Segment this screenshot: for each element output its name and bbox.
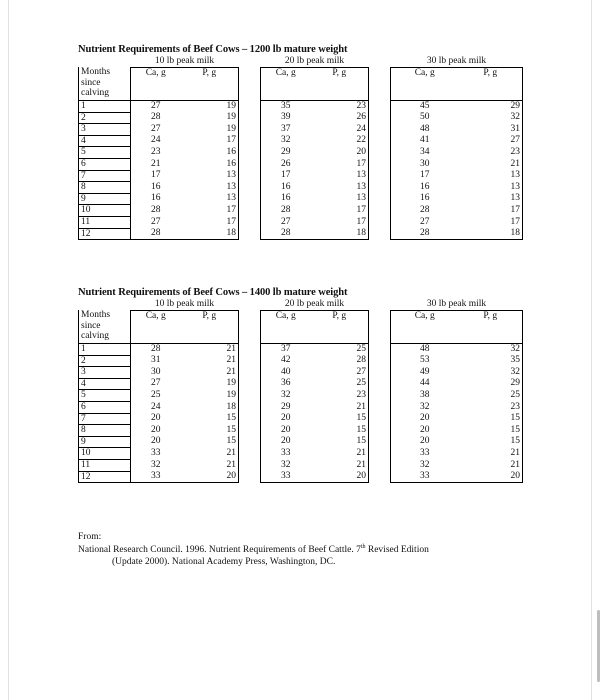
column-gap bbox=[239, 344, 261, 356]
p-value-cell: 23 bbox=[459, 147, 523, 159]
column-gap bbox=[239, 471, 261, 483]
group-header-row bbox=[79, 56, 523, 67]
months-header bbox=[79, 67, 131, 101]
month-cell: 10 bbox=[79, 448, 131, 460]
ca-value-cell: 20 bbox=[391, 425, 459, 437]
column-gap bbox=[239, 310, 261, 344]
table-section-1200lb bbox=[78, 44, 522, 240]
table-row bbox=[79, 436, 523, 448]
column-gap bbox=[369, 159, 391, 171]
ca-header: Ca, g bbox=[131, 67, 181, 101]
p-value-cell: 13 bbox=[311, 193, 369, 205]
p-value-cell: 32 bbox=[459, 367, 523, 379]
header-gap bbox=[369, 299, 391, 310]
table-row bbox=[79, 101, 523, 113]
column-gap bbox=[369, 170, 391, 182]
ca-value-cell: 28 bbox=[261, 228, 311, 240]
ca-value-cell: 32 bbox=[261, 390, 311, 402]
ca-value-cell: 29 bbox=[261, 402, 311, 414]
ca-value-cell: 39 bbox=[261, 112, 311, 124]
column-gap bbox=[369, 124, 391, 136]
ca-header: Ca, g bbox=[131, 310, 181, 344]
table-row bbox=[79, 344, 523, 356]
column-gap bbox=[369, 310, 391, 344]
ca-value-cell: 48 bbox=[391, 344, 459, 356]
p-value-cell: 21 bbox=[181, 355, 239, 367]
months-header-line: since bbox=[81, 320, 101, 331]
column-gap bbox=[239, 460, 261, 472]
ca-value-cell: 28 bbox=[131, 205, 181, 217]
p-value-cell: 19 bbox=[181, 112, 239, 124]
p-value-cell: 25 bbox=[459, 390, 523, 402]
ca-value-cell: 27 bbox=[131, 217, 181, 229]
months-header-line: since bbox=[81, 77, 101, 88]
ca-value-cell: 17 bbox=[131, 170, 181, 182]
p-value-cell: 27 bbox=[311, 367, 369, 379]
ca-value-cell: 27 bbox=[261, 217, 311, 229]
ca-value-cell: 28 bbox=[131, 344, 181, 356]
group-header-20lb: 20 lb peak milk bbox=[261, 56, 369, 67]
ca-value-cell: 16 bbox=[261, 193, 311, 205]
month-cell: 11 bbox=[79, 460, 131, 472]
ca-value-cell: 20 bbox=[131, 413, 181, 425]
month-cell: 9 bbox=[79, 193, 131, 205]
p-value-cell: 21 bbox=[311, 448, 369, 460]
p-value-cell: 21 bbox=[459, 159, 523, 171]
p-value-cell: 15 bbox=[459, 413, 523, 425]
ca-value-cell: 26 bbox=[261, 159, 311, 171]
p-value-cell: 13 bbox=[181, 193, 239, 205]
ca-value-cell: 16 bbox=[391, 182, 459, 194]
ca-value-cell: 32 bbox=[391, 460, 459, 472]
p-value-cell: 19 bbox=[181, 101, 239, 113]
month-cell: 8 bbox=[79, 182, 131, 194]
ca-value-cell: 20 bbox=[391, 413, 459, 425]
column-gap bbox=[239, 378, 261, 390]
column-gap bbox=[369, 402, 391, 414]
ca-value-cell: 36 bbox=[261, 378, 311, 390]
column-gap bbox=[239, 159, 261, 171]
ca-header: Ca, g bbox=[391, 310, 459, 344]
table-row bbox=[79, 448, 523, 460]
month-cell: 12 bbox=[79, 471, 131, 483]
month-cell: 6 bbox=[79, 159, 131, 171]
ca-value-cell: 28 bbox=[391, 228, 459, 240]
p-value-cell: 21 bbox=[311, 460, 369, 472]
column-gap bbox=[239, 448, 261, 460]
column-gap bbox=[239, 182, 261, 194]
column-gap bbox=[239, 436, 261, 448]
header-blank bbox=[79, 299, 131, 310]
ca-value-cell: 20 bbox=[391, 436, 459, 448]
ca-value-cell: 28 bbox=[131, 228, 181, 240]
months-header-line: calving bbox=[81, 88, 109, 99]
p-value-cell: 15 bbox=[181, 413, 239, 425]
p-value-cell: 15 bbox=[311, 436, 369, 448]
p-value-cell: 19 bbox=[181, 390, 239, 402]
table-row bbox=[79, 193, 523, 205]
p-value-cell: 21 bbox=[181, 460, 239, 472]
ca-value-cell: 17 bbox=[391, 170, 459, 182]
ca-value-cell: 48 bbox=[391, 124, 459, 136]
ca-value-cell: 20 bbox=[131, 425, 181, 437]
p-value-cell: 29 bbox=[459, 378, 523, 390]
p-value-cell: 17 bbox=[311, 159, 369, 171]
group-header-30lb: 30 lb peak milk bbox=[391, 299, 523, 310]
p-value-cell: 16 bbox=[181, 159, 239, 171]
ca-value-cell: 16 bbox=[261, 182, 311, 194]
source-line-1 bbox=[78, 544, 528, 557]
p-value-cell: 25 bbox=[311, 344, 369, 356]
ca-value-cell: 27 bbox=[131, 378, 181, 390]
p-value-cell: 27 bbox=[459, 135, 523, 147]
table-title: Nutrient Requirements of Beef Cows – 1400 lb mature weight bbox=[78, 287, 348, 298]
column-gap bbox=[239, 135, 261, 147]
ca-value-cell: 30 bbox=[391, 159, 459, 171]
table-row bbox=[79, 413, 523, 425]
column-gap bbox=[369, 425, 391, 437]
column-gap bbox=[239, 425, 261, 437]
group-header-10lb: 10 lb peak milk bbox=[131, 56, 239, 67]
column-gap bbox=[369, 367, 391, 379]
source-line-2: (Update 2000). National Academy Press, Washington, DC. bbox=[112, 557, 336, 567]
month-cell: 2 bbox=[79, 112, 131, 124]
p-value-cell: 32 bbox=[459, 112, 523, 124]
ca-value-cell: 34 bbox=[391, 147, 459, 159]
ca-value-cell: 31 bbox=[131, 355, 181, 367]
p-value-cell: 21 bbox=[181, 367, 239, 379]
column-gap bbox=[369, 101, 391, 113]
p-value-cell: 17 bbox=[459, 205, 523, 217]
month-cell: 2 bbox=[79, 355, 131, 367]
ca-value-cell: 42 bbox=[261, 355, 311, 367]
group-header-row bbox=[79, 299, 523, 310]
table-row bbox=[79, 170, 523, 182]
ca-value-cell: 33 bbox=[131, 471, 181, 483]
column-gap bbox=[369, 413, 391, 425]
column-gap bbox=[369, 355, 391, 367]
column-header-row bbox=[79, 67, 523, 101]
source-line-1-text: National Research Council. 1996. Nutrient Requirements of Beef Cattle. 7 bbox=[78, 544, 361, 555]
column-gap bbox=[369, 378, 391, 390]
column-gap bbox=[369, 448, 391, 460]
month-cell: 12 bbox=[79, 228, 131, 240]
ca-value-cell: 27 bbox=[131, 124, 181, 136]
p-value-cell: 18 bbox=[181, 402, 239, 414]
p-value-cell: 31 bbox=[459, 124, 523, 136]
table-row bbox=[79, 355, 523, 367]
header-gap bbox=[239, 299, 261, 310]
ca-value-cell: 23 bbox=[131, 147, 181, 159]
column-gap bbox=[239, 228, 261, 240]
p-value-cell: 19 bbox=[181, 124, 239, 136]
months-header-line: Months bbox=[81, 310, 111, 321]
ca-value-cell: 20 bbox=[261, 436, 311, 448]
ca-value-cell: 17 bbox=[261, 170, 311, 182]
p-value-cell: 26 bbox=[311, 112, 369, 124]
month-cell: 5 bbox=[79, 390, 131, 402]
ca-value-cell: 29 bbox=[261, 147, 311, 159]
ca-value-cell: 33 bbox=[391, 448, 459, 460]
ca-value-cell: 21 bbox=[131, 159, 181, 171]
column-gap bbox=[369, 344, 391, 356]
table-row bbox=[79, 228, 523, 240]
p-value-cell: 21 bbox=[311, 402, 369, 414]
p-value-cell: 17 bbox=[181, 217, 239, 229]
p-value-cell: 24 bbox=[311, 124, 369, 136]
p-value-cell: 13 bbox=[459, 170, 523, 182]
table-row bbox=[79, 402, 523, 414]
column-gap bbox=[239, 101, 261, 113]
month-cell: 3 bbox=[79, 124, 131, 136]
months-header bbox=[79, 310, 131, 344]
ca-value-cell: 20 bbox=[261, 425, 311, 437]
month-cell: 6 bbox=[79, 402, 131, 414]
p-value-cell: 23 bbox=[311, 101, 369, 113]
column-gap bbox=[369, 182, 391, 194]
ca-value-cell: 30 bbox=[131, 367, 181, 379]
table-row bbox=[79, 390, 523, 402]
p-value-cell: 15 bbox=[459, 436, 523, 448]
column-gap bbox=[239, 170, 261, 182]
p-header: P, g bbox=[181, 67, 239, 101]
p-value-cell: 17 bbox=[459, 217, 523, 229]
p-value-cell: 17 bbox=[181, 205, 239, 217]
ca-value-cell: 44 bbox=[391, 378, 459, 390]
p-header: P, g bbox=[459, 67, 523, 101]
column-gap bbox=[239, 147, 261, 159]
column-gap bbox=[239, 112, 261, 124]
ca-value-cell: 50 bbox=[391, 112, 459, 124]
p-value-cell: 32 bbox=[459, 344, 523, 356]
ca-value-cell: 32 bbox=[261, 135, 311, 147]
ca-value-cell: 33 bbox=[261, 448, 311, 460]
ca-value-cell: 33 bbox=[131, 448, 181, 460]
ca-value-cell: 32 bbox=[131, 460, 181, 472]
p-value-cell: 21 bbox=[181, 344, 239, 356]
table-row bbox=[79, 425, 523, 437]
nutrient-table-1200lb bbox=[78, 56, 523, 240]
column-gap bbox=[369, 193, 391, 205]
column-gap bbox=[239, 67, 261, 101]
p-value-cell: 18 bbox=[311, 228, 369, 240]
p-value-cell: 13 bbox=[311, 170, 369, 182]
table-row bbox=[79, 217, 523, 229]
ca-value-cell: 40 bbox=[261, 367, 311, 379]
p-value-cell: 20 bbox=[311, 471, 369, 483]
ca-value-cell: 16 bbox=[131, 193, 181, 205]
table-row bbox=[79, 135, 523, 147]
column-gap bbox=[239, 193, 261, 205]
column-gap bbox=[369, 390, 391, 402]
group-header-10lb: 10 lb peak milk bbox=[131, 299, 239, 310]
ca-value-cell: 49 bbox=[391, 367, 459, 379]
header-gap bbox=[239, 56, 261, 67]
ca-value-cell: 45 bbox=[391, 101, 459, 113]
ca-value-cell: 20 bbox=[261, 413, 311, 425]
p-value-cell: 17 bbox=[311, 205, 369, 217]
p-value-cell: 20 bbox=[181, 471, 239, 483]
p-value-cell: 17 bbox=[311, 217, 369, 229]
column-gap bbox=[369, 228, 391, 240]
table-row bbox=[79, 471, 523, 483]
month-cell: 3 bbox=[79, 367, 131, 379]
table-row bbox=[79, 367, 523, 379]
ca-value-cell: 16 bbox=[131, 182, 181, 194]
p-value-cell: 28 bbox=[311, 355, 369, 367]
table-row bbox=[79, 112, 523, 124]
month-cell: 11 bbox=[79, 217, 131, 229]
p-value-cell: 21 bbox=[181, 448, 239, 460]
p-value-cell: 29 bbox=[459, 101, 523, 113]
column-gap bbox=[239, 402, 261, 414]
ca-value-cell: 25 bbox=[131, 390, 181, 402]
p-value-cell: 15 bbox=[459, 425, 523, 437]
p-value-cell: 15 bbox=[311, 425, 369, 437]
month-cell: 4 bbox=[79, 135, 131, 147]
ca-value-cell: 27 bbox=[131, 101, 181, 113]
p-value-cell: 25 bbox=[311, 378, 369, 390]
months-header-line: calving bbox=[81, 331, 109, 342]
column-gap bbox=[239, 390, 261, 402]
p-value-cell: 13 bbox=[459, 182, 523, 194]
source-superscript: th bbox=[360, 543, 366, 550]
month-cell: 5 bbox=[79, 147, 131, 159]
month-cell: 1 bbox=[79, 101, 131, 113]
ca-value-cell: 33 bbox=[391, 471, 459, 483]
ca-value-cell: 37 bbox=[261, 344, 311, 356]
month-cell: 7 bbox=[79, 413, 131, 425]
column-gap bbox=[369, 205, 391, 217]
column-gap bbox=[239, 205, 261, 217]
table-row bbox=[79, 124, 523, 136]
p-value-cell: 22 bbox=[311, 135, 369, 147]
source-line-1-end: Revised Edition bbox=[365, 544, 429, 555]
column-gap bbox=[239, 217, 261, 229]
ca-value-cell: 20 bbox=[131, 436, 181, 448]
scrollbar-thumb[interactable] bbox=[597, 610, 600, 682]
p-value-cell: 18 bbox=[459, 228, 523, 240]
month-cell: 7 bbox=[79, 170, 131, 182]
month-cell: 8 bbox=[79, 425, 131, 437]
column-gap bbox=[369, 67, 391, 101]
p-value-cell: 15 bbox=[311, 413, 369, 425]
table-row bbox=[79, 378, 523, 390]
ca-header: Ca, g bbox=[261, 310, 311, 344]
column-gap bbox=[239, 355, 261, 367]
source-label: From: bbox=[78, 532, 102, 542]
p-value-cell: 15 bbox=[181, 436, 239, 448]
group-header-20lb: 20 lb peak milk bbox=[261, 299, 369, 310]
month-cell: 4 bbox=[79, 378, 131, 390]
column-gap bbox=[369, 112, 391, 124]
ca-value-cell: 53 bbox=[391, 355, 459, 367]
column-gap bbox=[369, 436, 391, 448]
table-title: Nutrient Requirements of Beef Cows – 1200 lb mature weight bbox=[78, 44, 348, 55]
source-citation bbox=[78, 531, 528, 569]
p-header: P, g bbox=[181, 310, 239, 344]
p-header: P, g bbox=[311, 310, 369, 344]
p-header: P, g bbox=[311, 67, 369, 101]
ca-value-cell: 33 bbox=[261, 471, 311, 483]
p-value-cell: 20 bbox=[459, 471, 523, 483]
p-value-cell: 35 bbox=[459, 355, 523, 367]
column-gap bbox=[239, 124, 261, 136]
column-gap bbox=[239, 413, 261, 425]
p-value-cell: 15 bbox=[181, 425, 239, 437]
ca-value-cell: 37 bbox=[261, 124, 311, 136]
ca-header: Ca, g bbox=[261, 67, 311, 101]
group-header-30lb: 30 lb peak milk bbox=[391, 56, 523, 67]
column-header-row bbox=[79, 310, 523, 344]
p-value-cell: 21 bbox=[459, 448, 523, 460]
table-row bbox=[79, 460, 523, 472]
ca-value-cell: 28 bbox=[131, 112, 181, 124]
ca-value-cell: 32 bbox=[391, 402, 459, 414]
ca-value-cell: 24 bbox=[131, 402, 181, 414]
p-header: P, g bbox=[459, 310, 523, 344]
table-row bbox=[79, 205, 523, 217]
table-row bbox=[79, 147, 523, 159]
p-value-cell: 16 bbox=[181, 147, 239, 159]
months-header-line: Months bbox=[81, 67, 111, 78]
p-value-cell: 13 bbox=[181, 170, 239, 182]
column-gap bbox=[369, 135, 391, 147]
p-value-cell: 13 bbox=[459, 193, 523, 205]
header-gap bbox=[369, 56, 391, 67]
p-value-cell: 18 bbox=[181, 228, 239, 240]
table-row bbox=[79, 159, 523, 171]
header-blank bbox=[79, 56, 131, 67]
ca-value-cell: 27 bbox=[391, 217, 459, 229]
ca-header: Ca, g bbox=[391, 67, 459, 101]
column-gap bbox=[369, 460, 391, 472]
p-value-cell: 13 bbox=[311, 182, 369, 194]
p-value-cell: 20 bbox=[311, 147, 369, 159]
table-section-1400lb bbox=[78, 287, 522, 483]
column-gap bbox=[369, 471, 391, 483]
p-value-cell: 13 bbox=[181, 182, 239, 194]
ca-value-cell: 16 bbox=[391, 193, 459, 205]
ca-value-cell: 28 bbox=[261, 205, 311, 217]
ca-value-cell: 32 bbox=[261, 460, 311, 472]
ca-value-cell: 35 bbox=[261, 101, 311, 113]
month-cell: 1 bbox=[79, 344, 131, 356]
month-cell: 10 bbox=[79, 205, 131, 217]
p-value-cell: 23 bbox=[311, 390, 369, 402]
column-gap bbox=[369, 217, 391, 229]
month-cell: 9 bbox=[79, 436, 131, 448]
column-gap bbox=[369, 147, 391, 159]
p-value-cell: 19 bbox=[181, 378, 239, 390]
p-value-cell: 17 bbox=[181, 135, 239, 147]
ca-value-cell: 24 bbox=[131, 135, 181, 147]
table-row bbox=[79, 182, 523, 194]
p-value-cell: 21 bbox=[459, 460, 523, 472]
column-gap bbox=[239, 367, 261, 379]
p-value-cell: 23 bbox=[459, 402, 523, 414]
ca-value-cell: 41 bbox=[391, 135, 459, 147]
ca-value-cell: 38 bbox=[391, 390, 459, 402]
nutrient-table-1400lb bbox=[78, 299, 523, 483]
ca-value-cell: 28 bbox=[391, 205, 459, 217]
